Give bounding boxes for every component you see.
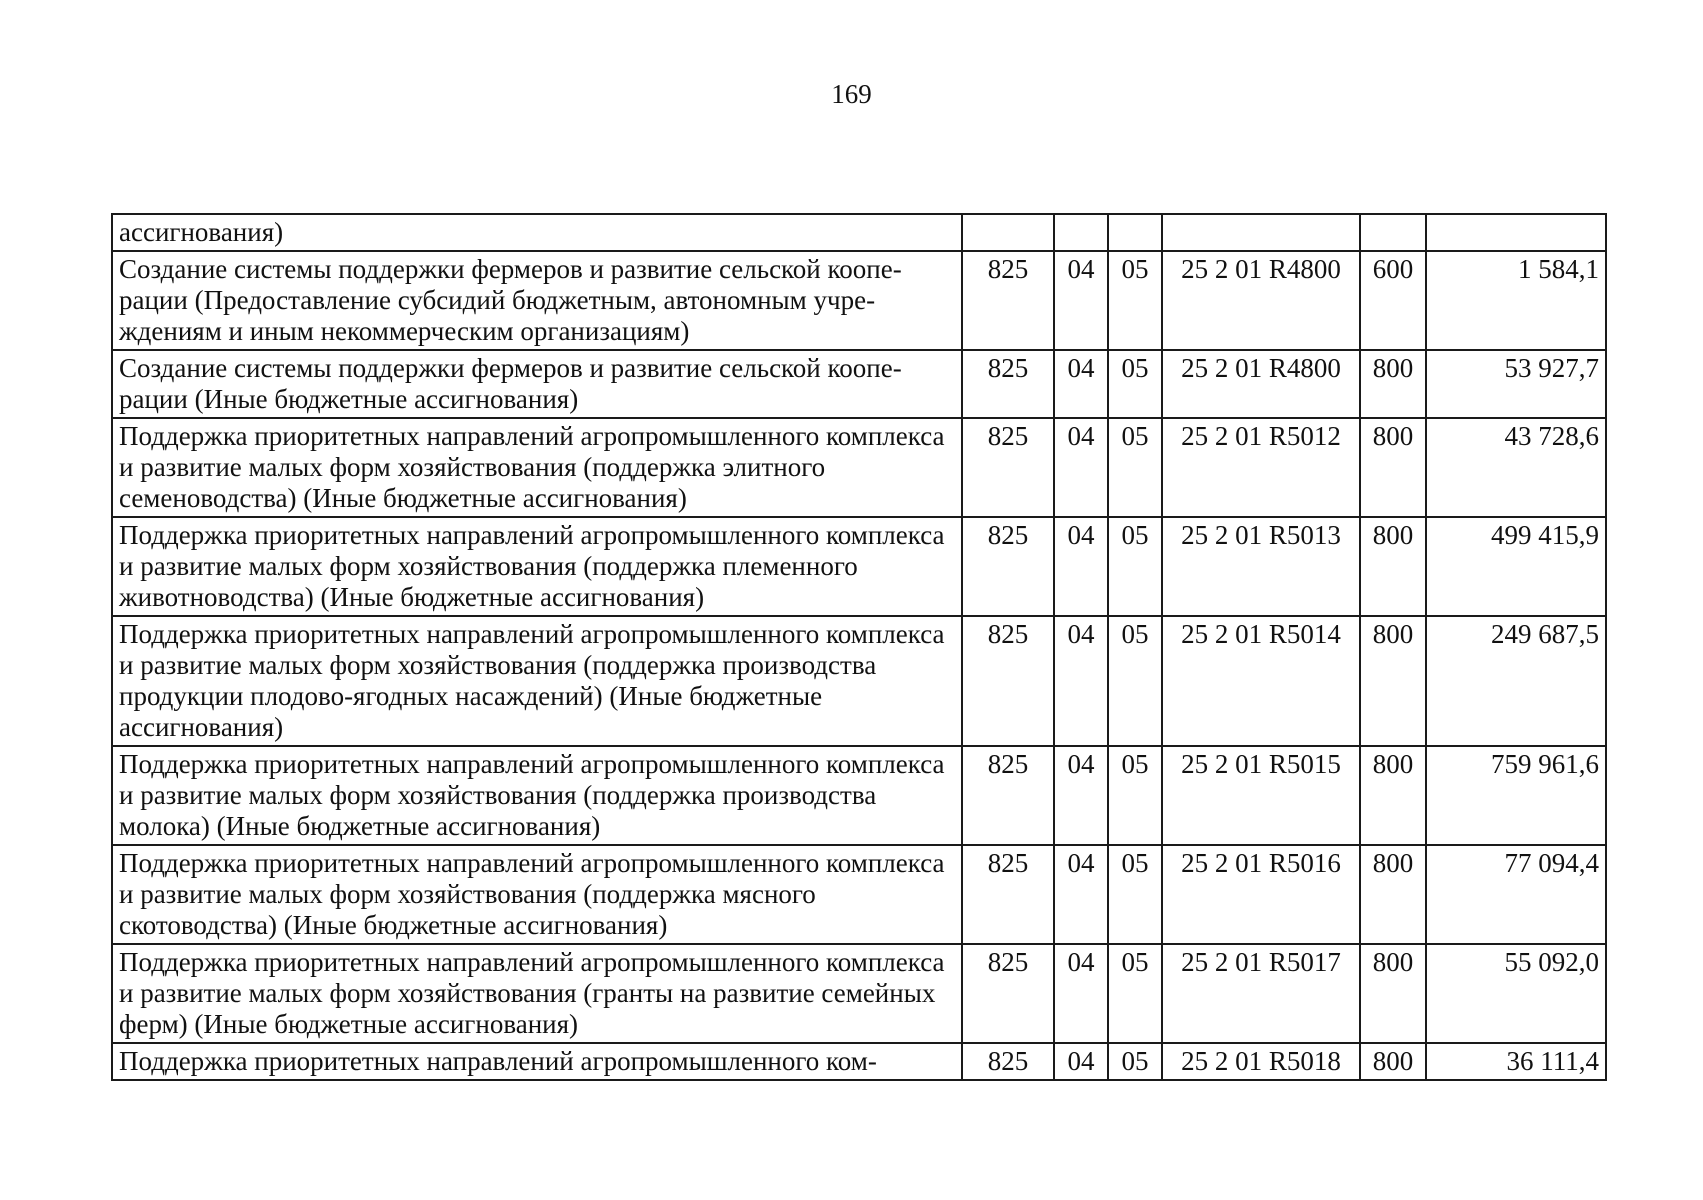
subsection-code: 05 bbox=[1108, 944, 1162, 1043]
section-code: 04 bbox=[1054, 251, 1108, 350]
subsection-code: 05 bbox=[1108, 845, 1162, 944]
table-row bbox=[112, 251, 1606, 350]
expense-type: 800 bbox=[1360, 616, 1426, 746]
subsection-code: 05 bbox=[1108, 1043, 1162, 1080]
section-code: 04 bbox=[1054, 616, 1108, 746]
ministry-code: 825 bbox=[962, 746, 1054, 845]
ministry-code: 825 bbox=[962, 418, 1054, 517]
table-row bbox=[112, 214, 1606, 251]
expense-type: 800 bbox=[1360, 944, 1426, 1043]
subsection-code: 05 bbox=[1108, 616, 1162, 746]
table-row bbox=[112, 418, 1606, 517]
target-article bbox=[1162, 214, 1360, 251]
target-article: 25 2 01 R5014 bbox=[1162, 616, 1360, 746]
subsection-code: 05 bbox=[1108, 517, 1162, 616]
expense-type: 800 bbox=[1360, 1043, 1426, 1080]
section-code: 04 bbox=[1054, 746, 1108, 845]
subsection-code bbox=[1108, 214, 1162, 251]
expense-type: 800 bbox=[1360, 418, 1426, 517]
section-code: 04 bbox=[1054, 350, 1108, 418]
subsection-code: 05 bbox=[1108, 251, 1162, 350]
expense-type: 800 bbox=[1360, 350, 1426, 418]
subsection-code: 05 bbox=[1108, 418, 1162, 517]
row-name: Поддержка приоритетных направлений агропромышленного комплекса и развитие малых форм хозяйствования (поддержка элитного семеноводства) (Иные бюджетные ассигнования) bbox=[112, 418, 962, 517]
amount: 43 728,6 bbox=[1426, 418, 1606, 517]
target-article: 25 2 01 R5018 bbox=[1162, 1043, 1360, 1080]
table-row bbox=[112, 944, 1606, 1043]
amount: 77 094,4 bbox=[1426, 845, 1606, 944]
target-article: 25 2 01 R5012 bbox=[1162, 418, 1360, 517]
ministry-code: 825 bbox=[962, 944, 1054, 1043]
row-name: Поддержка приоритетных направлений агропромышленного комплекса и развитие малых форм хозяйствования (гранты на развитие семейных ферм) (Иные бюджетные ассигнования) bbox=[112, 944, 962, 1043]
ministry-code: 825 bbox=[962, 1043, 1054, 1080]
table-row bbox=[112, 746, 1606, 845]
section-code: 04 bbox=[1054, 1043, 1108, 1080]
target-article: 25 2 01 R4800 bbox=[1162, 350, 1360, 418]
target-article: 25 2 01 R5017 bbox=[1162, 944, 1360, 1043]
row-name: Поддержка приоритетных направлений агропромышленного комплекса и развитие малых форм хозяйствования (поддержка племенного животноводства) (Иные бюджетные ассигнования) bbox=[112, 517, 962, 616]
amount: 249 687,5 bbox=[1426, 616, 1606, 746]
expense-type: 600 bbox=[1360, 251, 1426, 350]
row-name: Поддержка приоритетных направлений агропромышленного комплекса и развитие малых форм хозяйствования (поддержка мясного скотоводства) (Иные бюджетные ассигнования) bbox=[112, 845, 962, 944]
row-name: Создание системы поддержки фермеров и развитие сельской кооперации (Предоставление субсидий бюджетным, автономным учреждениям и иным некоммерческим организациям) bbox=[112, 251, 962, 350]
expense-type: 800 bbox=[1360, 746, 1426, 845]
page-number: 169 bbox=[831, 79, 872, 109]
ministry-code: 825 bbox=[962, 616, 1054, 746]
expense-type: 800 bbox=[1360, 517, 1426, 616]
table-row bbox=[112, 616, 1606, 746]
subsection-code: 05 bbox=[1108, 746, 1162, 845]
amount: 55 092,0 bbox=[1426, 944, 1606, 1043]
budget-table bbox=[111, 213, 1607, 1081]
target-article: 25 2 01 R5013 bbox=[1162, 517, 1360, 616]
amount: 36 111,4 bbox=[1426, 1043, 1606, 1080]
section-code: 04 bbox=[1054, 845, 1108, 944]
subsection-code: 05 bbox=[1108, 350, 1162, 418]
expense-type bbox=[1360, 214, 1426, 251]
expense-type: 800 bbox=[1360, 845, 1426, 944]
target-article: 25 2 01 R5015 bbox=[1162, 746, 1360, 845]
row-name: Поддержка приоритетных направлений агропромышленного комплекса и развитие малых форм хозяйствования (поддержка производства продукции плодово-ягодных насаждений) (Иные бюджетные ассигнования) bbox=[112, 616, 962, 746]
table-row bbox=[112, 517, 1606, 616]
section-code: 04 bbox=[1054, 517, 1108, 616]
ministry-code: 825 bbox=[962, 251, 1054, 350]
row-name: ассигнования) bbox=[112, 214, 962, 251]
amount: 1 584,1 bbox=[1426, 251, 1606, 350]
row-name: Поддержка приоритетных направлений агропромышленного комплекса и развитие малых форм хозяйствования (поддержка производства молока) (Иные бюджетные ассигнования) bbox=[112, 746, 962, 845]
amount: 759 961,6 bbox=[1426, 746, 1606, 845]
amount: 499 415,9 bbox=[1426, 517, 1606, 616]
row-name: Поддержка приоритетных направлений агропромышленного ком- bbox=[112, 1043, 962, 1080]
table-row bbox=[112, 845, 1606, 944]
ministry-code: 825 bbox=[962, 845, 1054, 944]
table-row bbox=[112, 1043, 1606, 1080]
amount bbox=[1426, 214, 1606, 251]
ministry-code: 825 bbox=[962, 517, 1054, 616]
section-code: 04 bbox=[1054, 418, 1108, 517]
row-name: Создание системы поддержки фермеров и развитие сельской кооперации (Иные бюджетные ассигнования) bbox=[112, 350, 962, 418]
ministry-code: 825 bbox=[962, 350, 1054, 418]
target-article: 25 2 01 R5016 bbox=[1162, 845, 1360, 944]
section-code: 04 bbox=[1054, 944, 1108, 1043]
target-article: 25 2 01 R4800 bbox=[1162, 251, 1360, 350]
section-code bbox=[1054, 214, 1108, 251]
amount: 53 927,7 bbox=[1426, 350, 1606, 418]
table-row bbox=[112, 350, 1606, 418]
ministry-code bbox=[962, 214, 1054, 251]
